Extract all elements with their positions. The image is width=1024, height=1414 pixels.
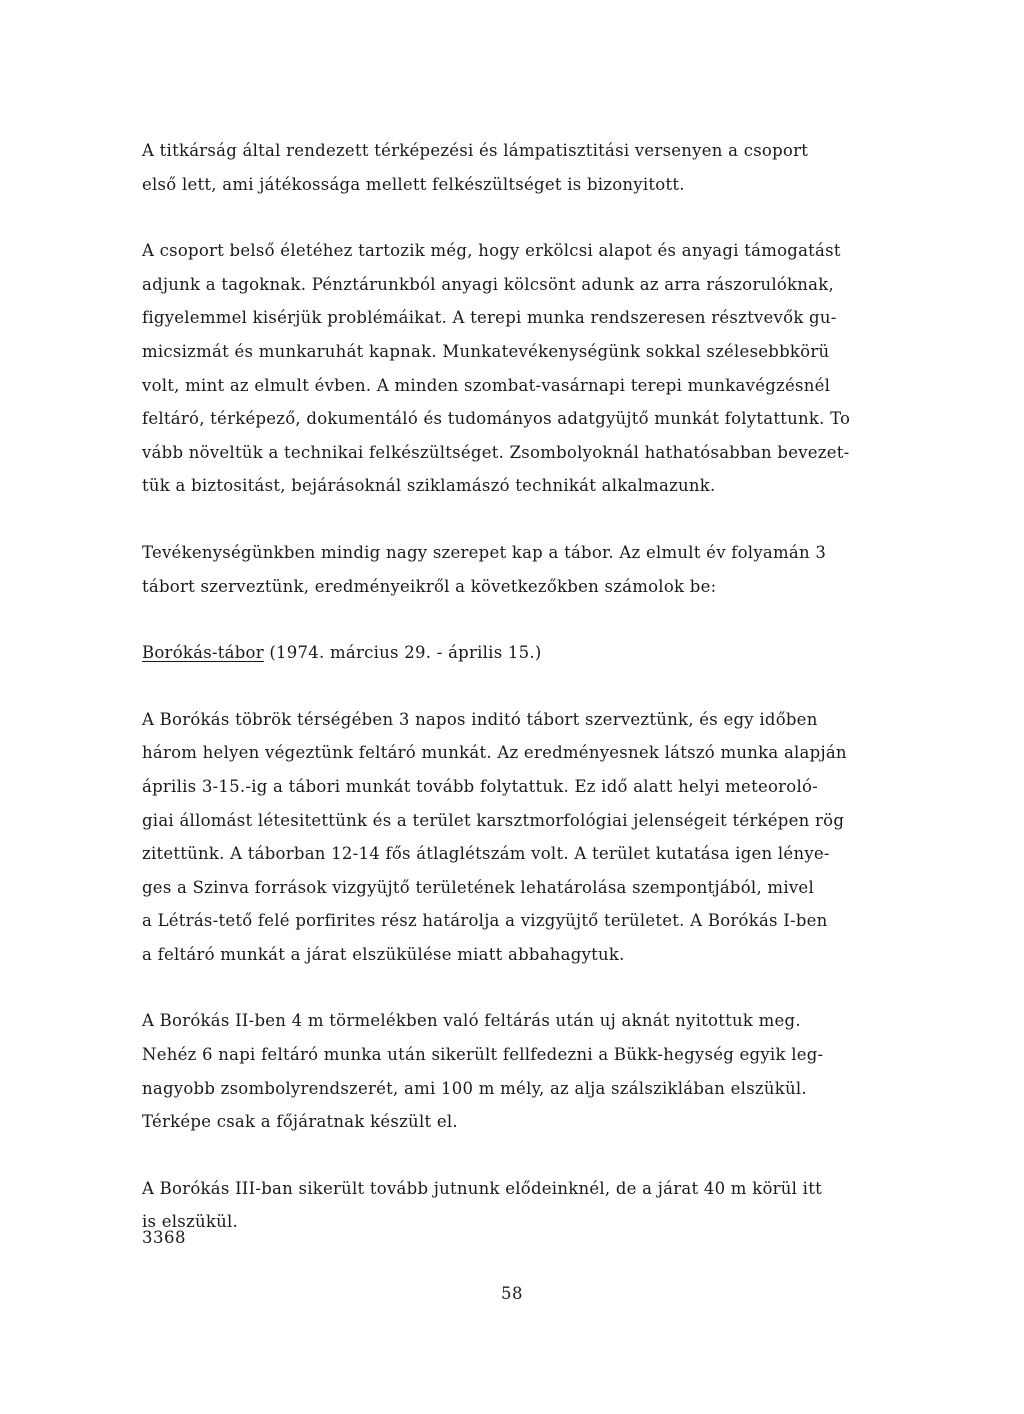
text-line: volt, mint az elmult évben. A minden szombat-vasárnapi terepi munkavégzésnél	[142, 375, 831, 395]
text-line: zitettünk. A táborban 12-14 fős átlaglétszám volt. A terület kutatása igen lénye-	[142, 844, 830, 864]
text-line: Térképe csak a főjáratnak készült el.	[142, 1112, 458, 1132]
text-line: A Borókás töbrök térségében 3 napos inditó tábort szerveztünk, és egy időben	[142, 709, 818, 729]
text-line: A csoport belső életéhez tartozik még, hogy erkölcsi alapot és anyagi támogatást	[142, 241, 841, 261]
section-heading	[142, 636, 902, 670]
text-line: A titkárság által rendezett térképezési és lámpatisztitási versenyen a csoport	[142, 141, 809, 160]
text-line: figyelemmel kisérjük problémáikat. A terepi munka rendszeresen résztvevők gu-	[142, 308, 837, 328]
paragraph-competition	[142, 134, 902, 201]
text-line: A Borókás III-ban sikerült tovább jutnunk elődeinknél, de a járat 40 m körül itt	[142, 1178, 822, 1198]
section-dates: (1974. március 29. - április 15.)	[263, 643, 542, 663]
paragraph-borokas-ii	[142, 1004, 902, 1138]
text-line: is elszükül.	[142, 1212, 238, 1232]
paragraph-borokas-camp	[142, 703, 902, 972]
text-line: tük a biztositást, bejárásoknál sziklamászó technikát alkalmazunk.	[142, 476, 716, 496]
text-line: nagyobb zsombolyrendszerét, ami 100 m mély, az alja szálsziklában elszükül.	[142, 1078, 807, 1098]
section-title: Borókás-tábor	[142, 643, 264, 663]
paragraph-borokas-iii	[142, 1172, 902, 1239]
catalog-number: 3368	[142, 1228, 186, 1247]
page-number: 58	[501, 1284, 523, 1303]
text-line: tábort szerveztünk, eredményeikről a következőkben számolok be:	[142, 576, 717, 596]
paragraph-group-life	[142, 234, 902, 503]
text-line: három helyen végeztünk feltáró munkát. Az eredményesnek látszó munka alapján	[142, 743, 847, 763]
text-line: giai állomást létesitettünk és a terület karsztmorfológiai jelenségeit térképen rög	[142, 810, 845, 830]
page-body	[142, 134, 902, 1239]
text-line: ges a Szinva források vizgyüjtő területének lehatárolása szempontjából, mivel	[142, 877, 814, 897]
text-line: Tevékenységünkben mindig nagy szerepet kap a tábor. Az elmult év folyamán 3	[142, 542, 827, 562]
text-line: micsizmát és munkaruhát kapnak. Munkatevékenységünk sokkal szélesebbkörü	[142, 341, 830, 361]
text-line: feltáró, térképező, dokumentáló és tudományos adatgyüjtő munkát folytattunk. To	[142, 409, 851, 429]
text-line: a feltáró munkát a járat elszükülése miatt abbahagytuk.	[142, 944, 625, 964]
text-line: első lett, ami játékossága mellett felkészültséget is bizonyitott.	[142, 174, 685, 194]
text-line: a Létrás-tető felé porfirites rész határolja a vizgyüjtő területet. A Borókás I-ben	[142, 911, 828, 931]
text-line: A Borókás II-ben 4 m törmelékben való feltárás után uj aknát nyitottuk meg.	[142, 1011, 801, 1031]
text-line: Nehéz 6 napi feltáró munka után sikerült fellfedezni a Bükk-hegység egyik leg-	[142, 1045, 824, 1065]
text-line: adjunk a tagoknak. Pénztárunkból anyagi kölcsönt adunk az arra rászorulóknak,	[142, 274, 835, 294]
paragraph-camps-intro	[142, 536, 902, 603]
text-line: vább növeltük a technikai felkészültséget. Zsombolyoknál hathatósabban bevezet-	[142, 442, 850, 462]
text-line: április 3-15.-ig a tábori munkát tovább folytattuk. Ez idő alatt helyi meteoroló-	[142, 776, 819, 796]
